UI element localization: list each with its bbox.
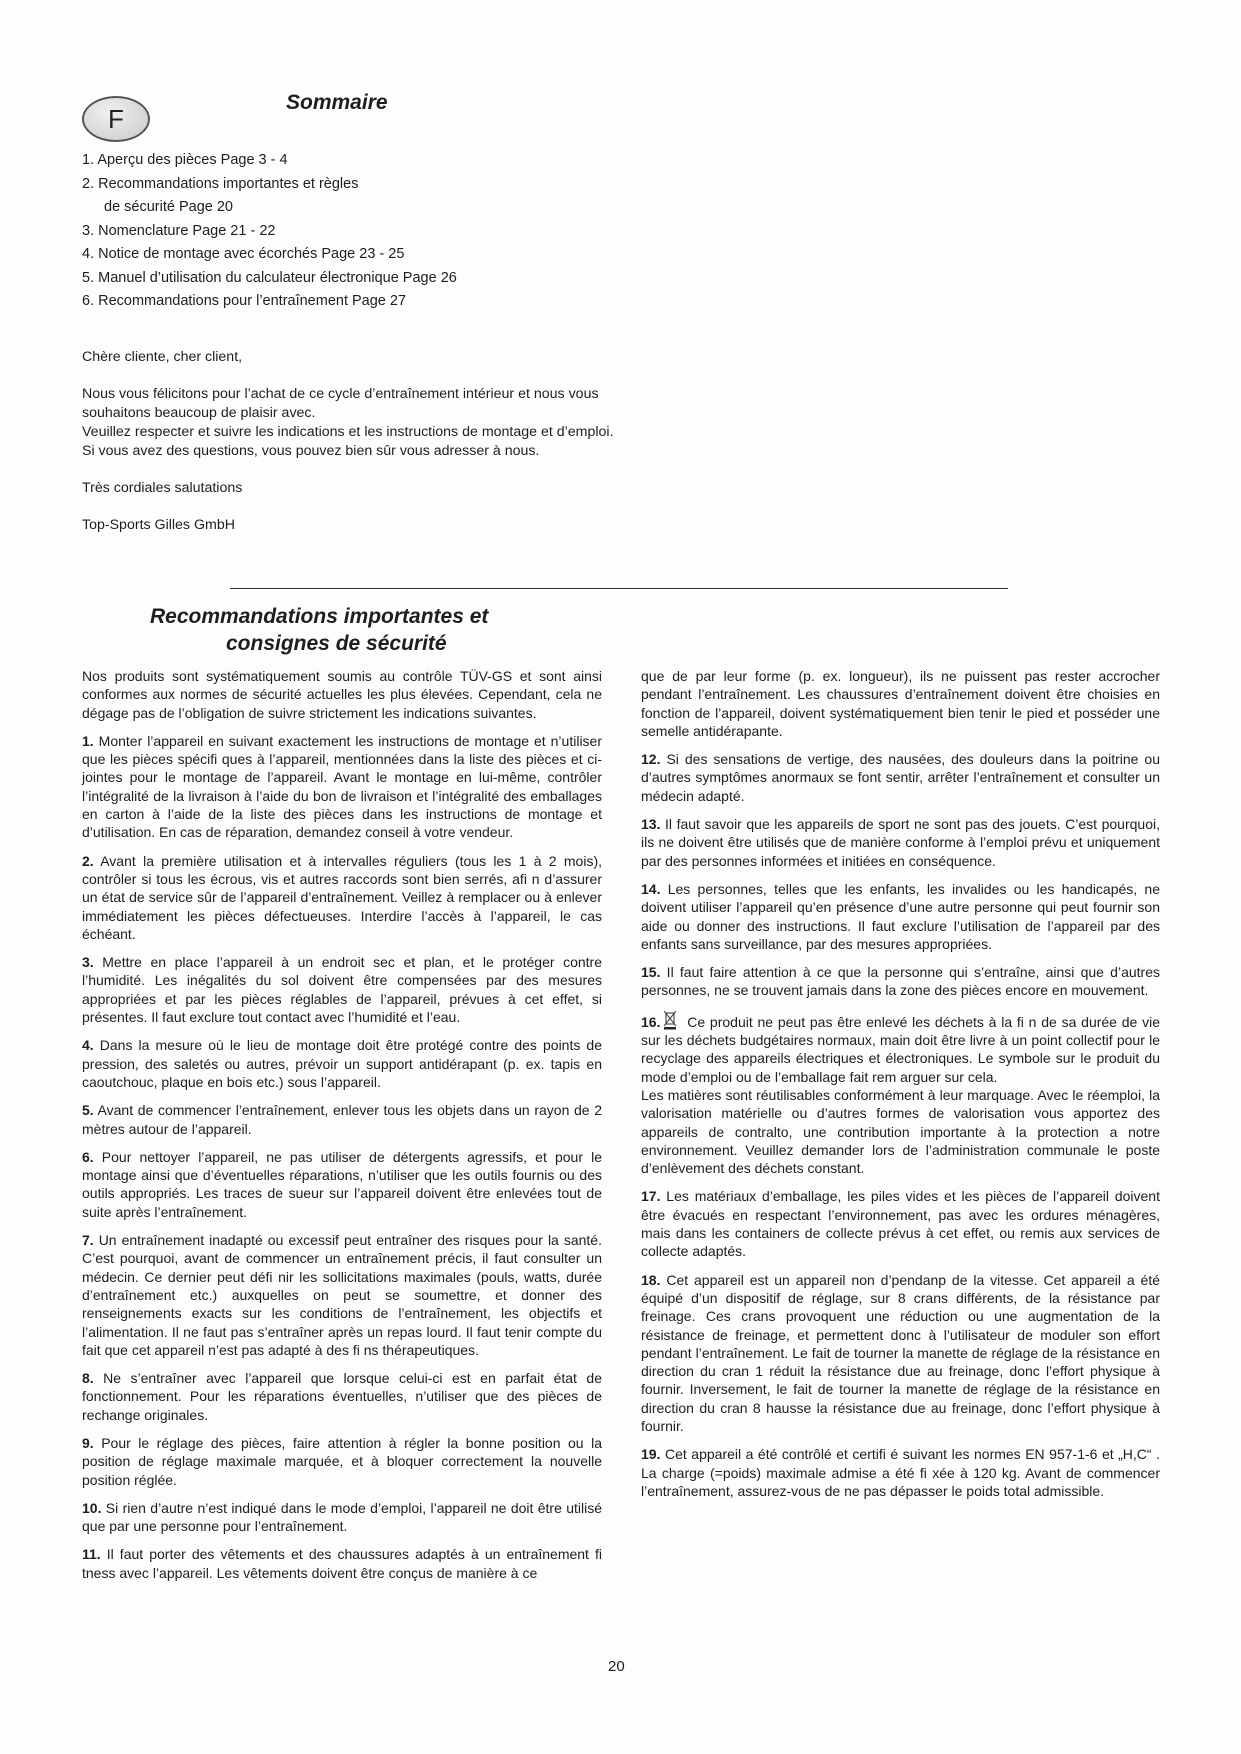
item-text: Il faut porter des vêtements et des chaussures adaptés à un entraînement fi tness avec l’appareil. Les vêtements doivent être conçus de manière à ce xyxy=(82,1546,602,1581)
item-number: 19. xyxy=(641,1446,661,1463)
letter-body-1: Nous vous félicitons pour l’achat de ce cycle d’entraînement intérieur et nous vous souhaitons beaucoup de plaisir avec. xyxy=(82,386,599,421)
letter-closing: Très cordiales salutations xyxy=(82,480,243,496)
item-number: 3. xyxy=(82,954,94,971)
item-number: 5. xyxy=(82,1102,94,1119)
item-text: Avant la première utilisation et à intervalles réguliers (tous les 1 à 2 mois), contrôler si tous les écrous, vis et autres raccords sont bien serrés, afi n d’assurer un état de service sûr de l’appareil d’entraînement. Veillez à remplacer ou à enlever immédiatement les pièces défectueuses. Interdire l’accès à l’appareil, le cas échéant. xyxy=(82,852,602,942)
letter-body-3: Si vous avez des questions, vous pouvez bien sûr vous adresser à nous. xyxy=(82,443,540,459)
safety-item xyxy=(641,1010,1160,1086)
continuation-paragraph: que de par leur forme (p. ex. longueur), ils ne puissent pas rester accrocher pendant l’entraînement. Les chaussures d’entraînement doivent être choisies en fonction de l’appareil, doivent systématiquement bien tenir le pied et posséder une semelle antidérapante. xyxy=(641,668,1160,739)
item-text: Cet appareil a été contrôlé et certifi é suivant les normes EN 957-1-6 et „H,C“ . La charge (=poids) maximale admise a été fi xée à 120 kg. Avant de commencer l’entraînement, assurez-vous de ne pas dépasser le poids total admissible. xyxy=(641,1446,1160,1499)
letter-body-2: Veuillez respecter et suivre les indications et les instructions de montage et d’emploi. xyxy=(82,424,614,440)
section-title xyxy=(150,603,530,657)
safety-item xyxy=(82,1545,602,1582)
item-number: 8. xyxy=(82,1370,94,1387)
item-number: 10. xyxy=(82,1499,102,1516)
item-text: Pour le réglage des pièces, faire attention à régler la bonne position ou la position de réglage maximale marquée, et à bloquer correctement la nouvelle position réglée. xyxy=(82,1434,602,1488)
item-number: 1. xyxy=(82,732,94,749)
item-number: 17. xyxy=(641,1188,661,1205)
item-text: Monter l’appareil en suivant exactement les instructions de montage et n’utiliser que les pièces spécifi ques à l’appareil, mentionnées dans la liste des pièces et ci-jointes pour le montage de l’appareil. Avant le montage en lui-même, contrôler l’intégralité de la livraison à l’aide du bon de livraison et l’intégralité des emballages en carton à l’aide de la liste des pièces dans les instructions de montage et d’utilisation. En cas de réparation, demandez conseil à votre vendeur. xyxy=(82,732,602,841)
item-text: Un entraînement inadapté ou excessif peut entraîner des risques pour la santé. C’est pourquoi, avant de commencer un entraînement précis, il faut consulter un médecin. Ce dernier peut défi nir les sollicitations maximales (pouls, watts, durée d’entraînement etc.) auxquelles on peut se soumettre, et donner des renseignements exacts sur les conditions de l’entraînement, les objectifs et l’alimentation. Il ne faut pas s’entraîner après un repas lourd. Il faut tenir compte du fait que cet appareil n’est pas adapté à des fi ns thérapeutiques. xyxy=(82,1232,602,1358)
safety-item xyxy=(641,1187,1160,1260)
safety-item xyxy=(641,880,1160,953)
right-column xyxy=(641,667,1160,1510)
toc-item: 4. Notice de montage avec écorchés Page 23 - 25 xyxy=(82,246,405,262)
left-column xyxy=(82,667,602,1592)
toc-list xyxy=(82,149,642,314)
item-number: 15. xyxy=(641,964,661,981)
crossed-bin-icon xyxy=(662,1010,678,1030)
section-divider xyxy=(230,588,1008,589)
safety-item xyxy=(82,1231,602,1359)
item-number: 12. xyxy=(641,751,661,768)
safety-item xyxy=(641,815,1160,870)
item-text: Les personnes, telles que les enfants, les invalides ou les handicapés, ne doivent utiliser l’appareil qu’en présence d’une autre personne qui peut fournir son aide ou donner des instructions. Il faut exclure l’utilisation de l’appareil par des enfants sans surveillance, par des mesures appropriées. xyxy=(641,880,1160,952)
safety-item xyxy=(82,953,602,1026)
section-title-line1: Recommandations importantes et xyxy=(150,605,489,628)
item-text: Ne s’entraîner avec l’appareil que lorsque celui-ci est en parfait état de fonctionnement. Pour les réparations éventuelles, n’utiliser que des pièces de rechange originales. xyxy=(82,1370,602,1423)
welcome-letter xyxy=(82,348,622,553)
section-title-line2: consignes de sécurité xyxy=(226,632,447,655)
safety-item xyxy=(641,750,1160,805)
toc-item: 1. Aperçu des pièces Page 3 - 4 xyxy=(82,152,288,168)
safety-item xyxy=(82,1369,602,1424)
language-badge xyxy=(82,96,150,142)
item-text: Pour nettoyer l’appareil, ne pas utiliser de détergents agressifs, et pour le montage ainsi que d’éventuelles réparations, n’utiliser que les outils fournis ou des outils appropriés. Les traces de sueur sur l’appareil doivent être enlevées tout de suite après l’entraînement. xyxy=(82,1148,602,1220)
item-number: 9. xyxy=(82,1434,94,1451)
intro-paragraph: Nos produits sont systématiquement soumis au contrôle TÜV-GS et sont ainsi conformes aux normes de sécurité actuelles les plus élevées. Cependant, cela ne dégage pas de l’obligation de suivre strictement les indications suivantes. xyxy=(82,668,602,721)
safety-item xyxy=(82,1499,602,1536)
safety-item xyxy=(82,732,602,842)
item-number: 18. xyxy=(641,1271,661,1288)
item-number: 14. xyxy=(641,880,661,897)
safety-item xyxy=(82,1036,602,1091)
toc-item: 3. Nomenclature Page 21 - 22 xyxy=(82,222,276,239)
item-text: Les matériaux d’emballage, les piles vides et les pièces de l’appareil doivent être évacués en respectant l’environnement, pas avec les ordures ménagères, mais dans les containers de collecte prévus à cet effet, ou remis aux services de collecte adaptés. xyxy=(641,1188,1160,1260)
safety-item xyxy=(82,1148,602,1221)
item-number: 11. xyxy=(82,1546,101,1563)
safety-item xyxy=(82,1434,602,1489)
item-text: Il faut savoir que les appareils de sport ne sont pas des jouets. C’est pourquoi, ils ne doivent être utilisés que de manière conforme à l’emploi prévu et uniquement par des personnes informées et initiées en conséquence. xyxy=(641,816,1160,869)
safety-item xyxy=(641,963,1160,1000)
item-number: 13. xyxy=(641,816,661,833)
toc-title: Sommaire xyxy=(286,91,388,114)
item-number: 4. xyxy=(82,1037,94,1054)
toc-item: 6. Recommandations pour l’entraînement Page 27 xyxy=(82,293,407,309)
safety-item xyxy=(82,852,602,943)
toc-item: de sécurité Page 20 xyxy=(104,199,233,215)
safety-item xyxy=(82,1101,602,1138)
item-text: Il faut faire attention à ce que la personne qui s’entraîne, ainsi que d’autres personnes, ne se trouvent jamais dans la zone des pièces encore en mouvement. xyxy=(641,964,1160,999)
letter-greeting: Chère cliente, cher client, xyxy=(82,349,243,365)
item-text: Ce produit ne peut pas être enlevé les déchets à la fi n de sa durée de vie sur les déchets budgétaires normaux, main doit être livre à un point collectif pour le recyclage des appareils électriques et électroniques. Le symbole sur le produit du mode d’emploi ou de l’emballage fait rem arguer sur cela. xyxy=(641,1013,1160,1085)
item-number: 6. xyxy=(82,1148,94,1165)
item-number: 2. xyxy=(82,852,94,869)
item-number: 7. xyxy=(82,1232,94,1249)
item16-continuation: Les matières sont réutilisables conformément à leur marquage. Avec le réemploi, la valorisation matérielle ou d’autres formes de valorisation vous apportez des appareils de contralto, une contribution importante à la protection a notre environnement. Veuillez demander lors de l’administration communale le poste d’enlèvement des déchets constant. xyxy=(641,1086,1160,1177)
safety-item xyxy=(641,1445,1160,1500)
item-text: Avant de commencer l’entraînement, enlever tous les objets dans un rayon de 2 mètres autour de l’appareil. xyxy=(82,1102,602,1137)
item-text: Si rien d’autre n’est indiqué dans le mode d’emploi, l’appareil ne doit être utilisé que par une personne pour l’entraînement. xyxy=(82,1499,602,1535)
item-text: Mettre en place l’appareil à un endroit sec et plan, et le protéger contre l’humidité. Les inégalités du sol doivent être compensées par des mesures appropriées et par les pièces réglables de l’appareil, prévues à cet effet, si présentes. Il faut exclure tout contact avec l’humidité et l’eau. xyxy=(82,954,602,1026)
page-number: 20 xyxy=(608,1658,625,1675)
toc-item: 2. Recommandations importantes et règles xyxy=(82,175,359,192)
letter-body xyxy=(82,385,622,461)
safety-item xyxy=(641,1271,1160,1436)
item-number: 16. xyxy=(641,1013,661,1030)
item-text: Dans la mesure où le lieu de montage doit être protégé contre des points de pression, des saletés ou autres, prévoir un support antidérapant (p. ex. tapis en caoutchouc, plaque en bois etc.) sous l’appareil. xyxy=(82,1037,602,1090)
item-text: Cet appareil est un appareil non d’pendanp de la vitesse. Cet appareil a été équipé d’un dispositif de réglage, sur 8 crans différents, de la résistance par freinage. Ces crans provoquent une réduction ou une augmentation de la résistance de freinage, et permettent donc à l’utilisateur de moduler son effort pendant l’entraînement. Le fait de tourner la manette de réglage de la résistance en direction du cran 1 réduit la résistance due au freinage, donc l’effort physique à fournir. Inversement, le fait de tourner la manette de réglage de la résistance en direction du cran 8 hausse la résistance due au freinage, donc l’effort physique à fournir. xyxy=(641,1271,1160,1434)
item-text: Si des sensations de vertige, des nausées, des douleurs dans la poitrine ou d’autres symptômes anormaux se font sentir, arrêter l’entraînement et consulter un médecin adapté. xyxy=(641,751,1160,804)
language-badge-letter: F xyxy=(108,103,124,134)
toc-item: 5. Manuel d’utilisation du calculateur électronique Page 26 xyxy=(82,269,457,286)
letter-signature: Top-Sports Gilles GmbH xyxy=(82,517,235,533)
